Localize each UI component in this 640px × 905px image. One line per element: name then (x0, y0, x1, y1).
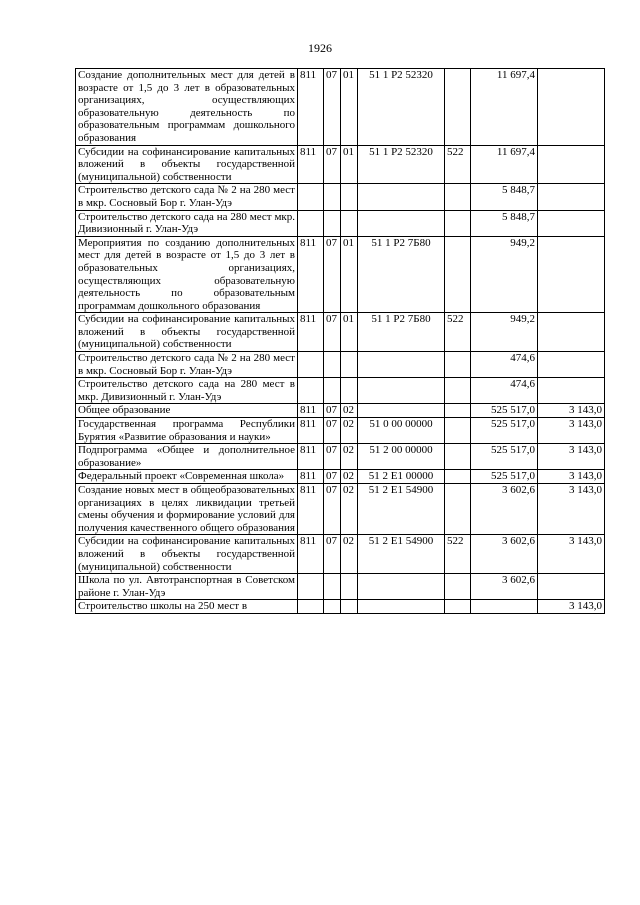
amount-second-cell: 3 143,0 (538, 600, 605, 614)
section-code-cell: 07 (324, 404, 341, 418)
section-code-cell (324, 352, 341, 378)
subsection-code-cell: 01 (341, 313, 358, 352)
amount-second-cell: 3 143,0 (538, 470, 605, 484)
admin-code-cell: 811 (298, 470, 324, 484)
subsection-code-cell (341, 184, 358, 210)
expense-type-cell (445, 444, 471, 470)
admin-code-cell (298, 378, 324, 404)
admin-code-cell (298, 574, 324, 600)
subsection-code-cell (341, 600, 358, 614)
amount-second-cell: 3 143,0 (538, 484, 605, 535)
amount-second-cell: 3 143,0 (538, 418, 605, 444)
section-code-cell: 07 (324, 470, 341, 484)
item-name-cell: Строительство детского сада № 2 на 280 мест в мкр. Сосновый Бор г. Улан-Удэ (76, 184, 298, 210)
table-row (76, 145, 605, 184)
subsection-code-cell (341, 378, 358, 404)
subsection-code-cell: 02 (341, 484, 358, 535)
subsection-code-cell: 01 (341, 69, 358, 146)
section-code-cell (324, 600, 341, 614)
admin-code-cell: 811 (298, 313, 324, 352)
item-name-cell: Субсидии на софинансирование капитальных вложений в объекты государственной (муниципальной) собственности (76, 145, 298, 184)
admin-code-cell (298, 352, 324, 378)
admin-code-cell (298, 600, 324, 614)
amount-second-cell (538, 352, 605, 378)
admin-code-cell (298, 210, 324, 236)
admin-code-cell: 811 (298, 236, 324, 313)
amount-cell: 525 517,0 (471, 470, 538, 484)
amount-second-cell (538, 69, 605, 146)
expense-type-cell (445, 236, 471, 313)
target-article-cell: 51 1 P2 52320 (358, 69, 445, 146)
subsection-code-cell (341, 210, 358, 236)
item-name-cell: Строительство детского сада на 280 мест мкр. Дивизионный г. Улан-Удэ (76, 210, 298, 236)
subsection-code-cell: 02 (341, 535, 358, 574)
table-row (76, 484, 605, 535)
section-code-cell (324, 574, 341, 600)
amount-second-cell (538, 184, 605, 210)
table-row (76, 236, 605, 313)
expense-type-cell (445, 184, 471, 210)
table-row (76, 418, 605, 444)
expense-type-cell: 522 (445, 313, 471, 352)
target-article-cell (358, 210, 445, 236)
subsection-code-cell: 02 (341, 444, 358, 470)
admin-code-cell: 811 (298, 535, 324, 574)
item-name-cell: Мероприятия по созданию дополнительных мест для детей в возрасте от 1,5 до 3 лет в образовательных организациях, осуществляющих образовательную деятельность по образовательным программам дошкольного образования (76, 236, 298, 313)
target-article-cell: 51 0 00 00000 (358, 418, 445, 444)
subsection-code-cell: 02 (341, 470, 358, 484)
subsection-code-cell: 02 (341, 418, 358, 444)
amount-cell: 5 848,7 (471, 210, 538, 236)
expense-type-cell (445, 352, 471, 378)
amount-cell: 949,2 (471, 313, 538, 352)
expense-type-cell (445, 378, 471, 404)
expense-type-cell (445, 574, 471, 600)
expense-type-cell (445, 470, 471, 484)
target-article-cell: 51 1 P2 52320 (358, 145, 445, 184)
subsection-code-cell (341, 574, 358, 600)
amount-cell: 11 697,4 (471, 145, 538, 184)
section-code-cell (324, 210, 341, 236)
table-row (76, 444, 605, 470)
section-code-cell: 07 (324, 145, 341, 184)
budget-table-body (76, 69, 605, 614)
item-name-cell: Субсидии на софинансирование капитальных вложений в объекты государственной (муниципальной) собственности (76, 313, 298, 352)
item-name-cell: Строительство школы на 250 мест в (76, 600, 298, 614)
section-code-cell: 07 (324, 236, 341, 313)
expense-type-cell: 522 (445, 535, 471, 574)
amount-second-cell (538, 145, 605, 184)
admin-code-cell: 811 (298, 404, 324, 418)
amount-second-cell (538, 236, 605, 313)
amount-second-cell: 3 143,0 (538, 444, 605, 470)
amount-second-cell (538, 313, 605, 352)
section-code-cell: 07 (324, 69, 341, 146)
table-row (76, 470, 605, 484)
page-number: 1926 (308, 41, 332, 55)
table-row (76, 313, 605, 352)
budget-table (75, 68, 605, 614)
target-article-cell: 51 2 E1 00000 (358, 470, 445, 484)
amount-second-cell (538, 574, 605, 600)
table-row (76, 535, 605, 574)
amount-second-cell (538, 378, 605, 404)
expense-type-cell (445, 418, 471, 444)
amount-cell: 474,6 (471, 352, 538, 378)
item-name-cell: Федеральный проект «Современная школа» (76, 470, 298, 484)
section-code-cell: 07 (324, 313, 341, 352)
target-article-cell (358, 184, 445, 210)
amount-cell: 3 602,6 (471, 484, 538, 535)
table-row (76, 404, 605, 418)
table-row (76, 210, 605, 236)
item-name-cell: Субсидии на софинансирование капитальных вложений в объекты государственной (муниципальной) собственности (76, 535, 298, 574)
table-row (76, 600, 605, 614)
section-code-cell: 07 (324, 484, 341, 535)
amount-cell: 525 517,0 (471, 444, 538, 470)
amount-cell: 5 848,7 (471, 184, 538, 210)
amount-cell: 474,6 (471, 378, 538, 404)
expense-type-cell (445, 210, 471, 236)
admin-code-cell: 811 (298, 484, 324, 535)
amount-cell: 525 517,0 (471, 418, 538, 444)
subsection-code-cell: 01 (341, 145, 358, 184)
item-name-cell: Строительство детского сада на 280 мест в мкр. Дивизионный г. Улан-Удэ (76, 378, 298, 404)
amount-cell: 3 602,6 (471, 574, 538, 600)
subsection-code-cell: 01 (341, 236, 358, 313)
expense-type-cell (445, 69, 471, 146)
target-article-cell (358, 574, 445, 600)
target-article-cell (358, 378, 445, 404)
item-name-cell: Создание новых мест в общеобразовательных организациях в целях ликвидации третьей смены обучения и формирование условий для получения качественного общего образования (76, 484, 298, 535)
admin-code-cell: 811 (298, 444, 324, 470)
expense-type-cell (445, 484, 471, 535)
target-article-cell (358, 404, 445, 418)
target-article-cell: 51 1 P2 7Б80 (358, 313, 445, 352)
item-name-cell: Подпрограмма «Общее и дополнительное образование» (76, 444, 298, 470)
table-row (76, 574, 605, 600)
amount-cell: 11 697,4 (471, 69, 538, 146)
table-row (76, 184, 605, 210)
admin-code-cell: 811 (298, 145, 324, 184)
section-code-cell: 07 (324, 444, 341, 470)
subsection-code-cell (341, 352, 358, 378)
admin-code-cell: 811 (298, 69, 324, 146)
section-code-cell: 07 (324, 418, 341, 444)
target-article-cell: 51 1 P2 7Б80 (358, 236, 445, 313)
admin-code-cell: 811 (298, 418, 324, 444)
section-code-cell (324, 378, 341, 404)
table-row (76, 352, 605, 378)
item-name-cell: Государственная программа Республики Бурятия «Развитие образования и науки» (76, 418, 298, 444)
section-code-cell: 07 (324, 535, 341, 574)
subsection-code-cell: 02 (341, 404, 358, 418)
target-article-cell (358, 352, 445, 378)
target-article-cell: 51 2 E1 54900 (358, 484, 445, 535)
expense-type-cell (445, 600, 471, 614)
amount-cell: 949,2 (471, 236, 538, 313)
amount-second-cell: 3 143,0 (538, 535, 605, 574)
amount-cell: 3 602,6 (471, 535, 538, 574)
section-code-cell (324, 184, 341, 210)
amount-cell: 525 517,0 (471, 404, 538, 418)
item-name-cell: Создание дополнительных мест для детей в возрасте от 1,5 до 3 лет в образовательных организациях, осуществляющих образовательную деятельность по образовательным программам дошкольного образования (76, 69, 298, 146)
item-name-cell: Строительство детского сада № 2 на 280 мест в мкр. Сосновый Бор г. Улан-Удэ (76, 352, 298, 378)
item-name-cell: Общее образование (76, 404, 298, 418)
amount-second-cell: 3 143,0 (538, 404, 605, 418)
expense-type-cell: 522 (445, 145, 471, 184)
target-article-cell: 51 2 E1 54900 (358, 535, 445, 574)
target-article-cell: 51 2 00 00000 (358, 444, 445, 470)
admin-code-cell (298, 184, 324, 210)
table-row (76, 69, 605, 146)
item-name-cell: Школа по ул. Автотранспортная в Советском районе г. Улан-Удэ (76, 574, 298, 600)
amount-cell (471, 600, 538, 614)
table-row (76, 378, 605, 404)
target-article-cell (358, 600, 445, 614)
expense-type-cell (445, 404, 471, 418)
amount-second-cell (538, 210, 605, 236)
